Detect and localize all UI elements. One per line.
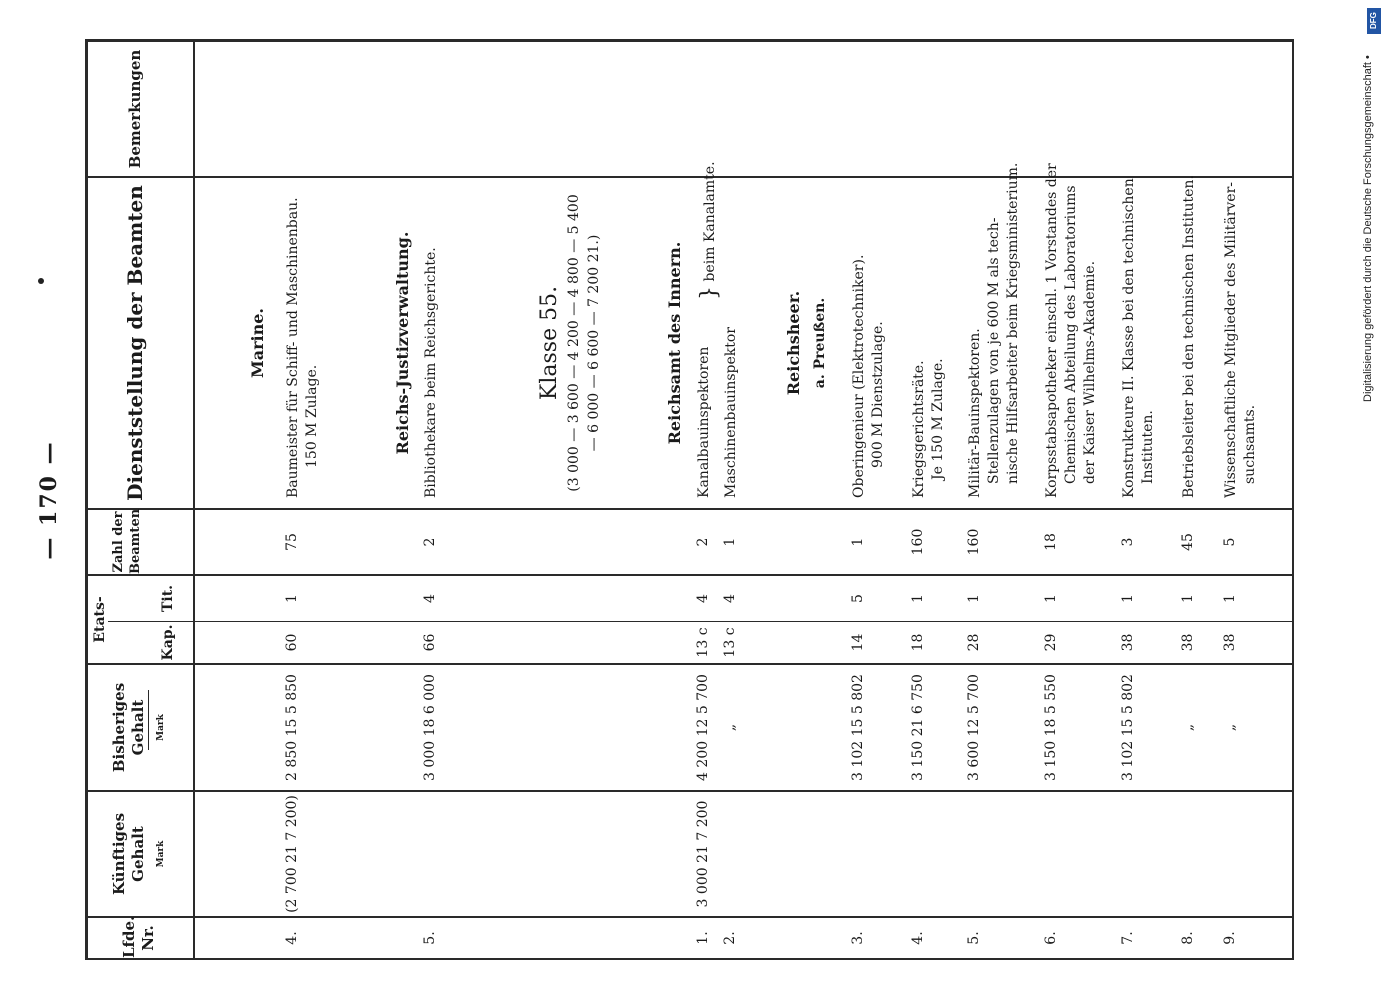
row-7-desc-line1: Militär-Bauinspektoren. (967, 328, 983, 498)
table-top-rule (85, 40, 88, 960)
row-1-tit: 1 (284, 594, 300, 603)
row-11-nr: 9. (1222, 931, 1238, 945)
row-4-bisherig: „ (722, 723, 738, 732)
row-8-desc-line2: Chemischen Abteilung des Laboratoriums (1063, 185, 1079, 484)
header-etats: Etats- (92, 596, 108, 643)
col-rule-kuenftig (85, 916, 1294, 918)
row-1-kap: 60 (284, 633, 300, 652)
row-2-kap: 66 (422, 633, 438, 652)
row-2-desc: Bibliothekare beim Reichsgerichte. (423, 247, 439, 498)
dfg-footer (1360, 10, 1382, 402)
row-6-bisherig: 3 150 21 6 750 (910, 674, 926, 781)
row-1-desc-line1: Baumeister für Schiff- und Maschinenbau. (285, 197, 301, 498)
header-kuenftiges-label: Künftiges Gehalt (110, 812, 147, 896)
row-4-desc: Maschinenbauinspektor (723, 326, 739, 498)
row-11-zahl: 5 (1222, 537, 1238, 547)
row-8-bisherig: 3 150 18 5 550 (1043, 674, 1059, 781)
col-rule-nr (85, 958, 1294, 960)
row-8-desc-line3: der Kaiser Wilhelms-Akademie. (1082, 260, 1098, 484)
row-4-nr: 2. (722, 931, 738, 945)
row-9-zahl: 3 (1120, 537, 1136, 547)
section-reichsheer: Reichsheer. (784, 290, 803, 396)
header-kuenftiges-unit: Mark (156, 840, 166, 868)
row-8-nr: 6. (1043, 931, 1059, 945)
row-3-desc: Kanalbauinspektoren (696, 346, 712, 498)
section-reichsamt: Reichsamt des Innern. (665, 241, 684, 445)
row-9-tit: 1 (1120, 594, 1136, 603)
row-1-kuenftig: (2 700 21 7 200) (284, 795, 300, 913)
row-9-desc (1120, 178, 1158, 498)
col-rule-bisherig (85, 790, 1294, 792)
kanalamt-label: beim Kanalamte. (702, 161, 718, 282)
row-7-desc-line2: Stellenzulagen von je 600 M als tech- (986, 217, 1002, 484)
row-7-desc (966, 163, 1023, 498)
header-bottom-rule (193, 40, 195, 960)
header-tit: Tit. (160, 584, 176, 613)
table-bottom-rule (1292, 40, 1294, 960)
row-11-tit: 1 (1222, 594, 1238, 603)
klasse-title: Klasse 55. (537, 285, 562, 401)
row-7-desc-line3: nische Hilfsarbeiter beim Kriegsministerium. (1005, 162, 1021, 484)
klasse-scale-line1: (3 000 — 3 600 — 4 200 — 4 800 — 5 400 (566, 194, 582, 492)
row-10-kap: 38 (1180, 633, 1196, 652)
row-7-kap: 28 (966, 633, 982, 652)
row-10-desc: Betriebsleiter bei den technischen Instituten. (1181, 175, 1197, 498)
section-marine: Marine. (248, 308, 267, 378)
row-1-bisherig: 2 850 15 5 850 (284, 674, 300, 781)
row-3-nr: 1. (695, 931, 711, 945)
page-number: — 170 — (36, 440, 62, 560)
klasse-scale-line2: — 6 000 — 6 600 — 7 200 21.) (586, 234, 602, 452)
row-3-kap: 13 c (695, 627, 711, 658)
row-6-desc-line2: Je 150 M Zulage. (930, 358, 946, 480)
row-6-tit: 1 (910, 594, 926, 603)
section-preussen: a. Preußen. (812, 297, 828, 389)
row-10-zahl: 45 (1180, 533, 1196, 551)
brace-icon: } (697, 286, 722, 300)
row-1-nr: 4. (284, 931, 300, 945)
row-1-desc-line2: 150 M Zulage. (304, 364, 320, 468)
row-8-tit: 1 (1043, 594, 1059, 603)
dfg-logo: DFG (1367, 8, 1381, 34)
row-1-zahl: 75 (284, 533, 300, 551)
row-9-bisherig: 3 102 15 5 802 (1120, 674, 1136, 781)
row-8-zahl: 18 (1043, 533, 1059, 551)
row-4-kap: 13 c (722, 627, 738, 658)
row-10-bisherig: „ (1180, 723, 1196, 732)
row-5-desc-line1: Oberingenieur (Elektrotechniker). (851, 254, 867, 498)
col-rule-kap (85, 663, 1294, 665)
row-6-kap: 18 (910, 633, 926, 652)
header-zahl: Zahl der Beamten (111, 508, 143, 574)
row-6-desc-line1: Kriegsgerichtsräte. (911, 360, 927, 498)
row-5-zahl: 1 (850, 537, 866, 547)
row-11-desc-line2: suchsamts. (1242, 404, 1258, 484)
header-bisheriges-label: Bisheriges Gehalt (110, 682, 147, 773)
row-2-zahl: 2 (422, 537, 438, 547)
row-10-tit: 1 (1180, 594, 1196, 603)
row-9-desc-line1: Konstrukteure II. Klasse bei den technischen (1121, 178, 1137, 498)
row-3-kuenftig: 3 000 21 7 200 (695, 800, 711, 908)
row-2-bisherig: 3 000 18 6 000 (422, 674, 438, 781)
row-4-tit: 4 (722, 594, 738, 603)
row-6-zahl: 160 (910, 528, 926, 556)
row-10-nr: 8. (1180, 931, 1196, 945)
header-dienststellung: Dienststellung der Beamten (123, 185, 147, 501)
row-7-nr: 5. (966, 931, 982, 945)
row-7-tit: 1 (966, 594, 982, 603)
klasse-heading (537, 178, 604, 508)
row-5-desc (850, 255, 888, 498)
row-8-desc-line1: Korpsstabsapotheker einschl. 1 Vorstandes der (1044, 163, 1060, 498)
row-8-kap: 29 (1043, 633, 1059, 652)
dfg-footer-text: Digitalisierung gefördert durch die Deutsche Forschungsgemeinschaft • (1362, 55, 1374, 402)
row-9-nr: 7. (1120, 931, 1136, 945)
row-3-zahl: 2 (695, 537, 711, 547)
header-bemerkungen: Bemerkungen (126, 49, 144, 169)
section-reichsjustiz: Reichs-Justizverwaltung. (393, 231, 412, 455)
row-11-desc-line1: Wissenschaftliche Mitglieder des Militärver- (1223, 182, 1239, 498)
row-5-desc-line2: 900 M Dienstzulage. (870, 321, 886, 468)
row-5-tit: 5 (850, 594, 866, 603)
row-9-desc-line2: Instituten. (1140, 410, 1156, 484)
row-5-nr: 3. (850, 931, 866, 945)
row-8-desc (1043, 163, 1100, 498)
row-2-tit: 4 (422, 594, 438, 603)
header-kuenftiges-gehalt (110, 792, 171, 916)
row-6-nr: 4. (910, 931, 926, 945)
header-lfde-nr: Lfde. Nr. (120, 915, 157, 958)
col-rule-dienst (85, 508, 1294, 510)
row-6-desc (910, 358, 948, 498)
header-kap: Kap. (160, 624, 176, 661)
row-11-bisherig: „ (1222, 723, 1238, 732)
row-1-desc (284, 197, 322, 498)
row-7-zahl: 160 (966, 528, 982, 556)
col-rule-zahl (85, 574, 1294, 576)
row-7-bisherig: 3 600 12 5 700 (966, 674, 982, 781)
row-5-bisherig: 3 102 15 5 802 (850, 674, 866, 781)
row-5-kap: 14 (850, 633, 866, 652)
row-2-nr: 5. (422, 931, 438, 945)
row-9-kap: 38 (1120, 633, 1136, 652)
row-3-tit: 4 (695, 594, 711, 603)
kanalamt-brace (699, 161, 721, 300)
row-11-kap: 38 (1222, 633, 1238, 652)
table-right-rule (85, 39, 1294, 42)
header-bisheriges-gehalt (110, 665, 171, 790)
header-bisheriges-unit: Mark (156, 714, 166, 741)
page-dot (38, 278, 44, 284)
row-4-zahl: 1 (722, 537, 738, 547)
row-11-desc (1222, 182, 1260, 498)
row-3-bisherig: 4 200 12 5 700 (695, 674, 711, 781)
